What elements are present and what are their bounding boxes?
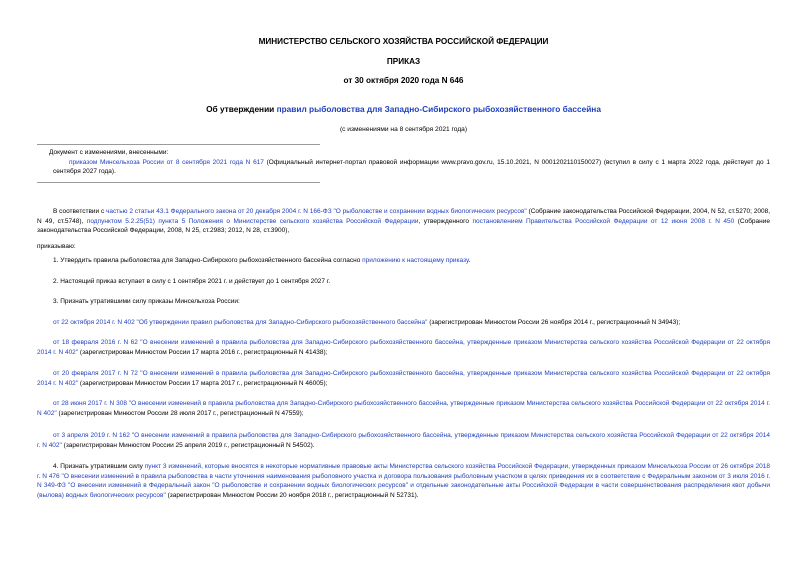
repealed-order-5-link[interactable]: от 3 апреля 2019 г. N 162 "О внесении изменений в правила рыболовства для Западно-Сибирского рыбохозяйственного бассейна, утвержденные приказом Министерства сельского хозяйства Российской Федерации от 22 октября 2014 г. N 402" [37, 432, 770, 449]
repealed-order-2 [37, 338, 770, 357]
ministry-heading: МИНИСТЕРСТВО СЕЛЬСКОГО ХОЗЯЙСТВА РОССИЙСКОЙ ФЕДЕРАЦИИ [258, 37, 549, 46]
order-word: приказываю: [37, 243, 76, 250]
title-link[interactable]: правил рыболовства для Западно-Сибирского рыбохозяйственного бассейна [276, 104, 601, 114]
item-4-text: 4. Признать утратившим силу [53, 463, 145, 470]
changes-body [49, 158, 770, 177]
appendix-link[interactable]: приложению к настоящему приказу [362, 257, 469, 264]
repealed-order-4-text: (зарегистрирован Минюстом России 28 июля 2017 г., регистрационный N 47559); [56, 409, 304, 417]
changes-top-divider [37, 144, 320, 145]
item-1-end: . [468, 257, 471, 264]
document-title [0, 104, 807, 114]
repealed-order-3-link[interactable]: от 20 февраля 2017 г. N 72 "О внесении изменений в правила рыболовства для Западно-Сибирского рыбохозяйственного бассейна, утвержденные приказом Министерства сельского хозяйства Российской Федерации от 22 октября 2014 г. N 402" [37, 370, 770, 387]
repealed-order-3 [37, 369, 770, 388]
item-4-registration: (зарегистрирован Минюстом России 20 ноября 2018 г., регистрационный N 52731). [165, 491, 419, 499]
item-4 [37, 462, 770, 500]
repealed-order-1 [37, 318, 770, 328]
preamble-text-4: (Собрание законодательства Российской Федерации, 2008, N 25, ст.2983; 2012, N 28, ст.3900), [37, 217, 770, 235]
preamble-paragraph [37, 207, 770, 236]
preamble-text-2: (Собрание законодательства Российской Федерации, 2004, N 52, ст.5270; 2008, N 49, ст.5748), [37, 208, 771, 225]
changes-header: Документ с изменениями, внесенными: [49, 149, 169, 156]
preamble-text-1: В соответствии с [53, 208, 107, 215]
item-2: 2. Настоящий приказ вступает в силу с 1 сентября 2021 г. и действует до 1 сентября 2027 г. [53, 278, 331, 285]
preamble-text-3: , утвержденного [418, 217, 473, 225]
federal-law-link[interactable]: частью 2 статьи 43.1 Федерального закона от 20 декабря 2004 г. N 166-ФЗ "О рыболовстве и сохранении водных биологических ресурсов" [106, 208, 527, 215]
title-prefix: Об утверждении [206, 104, 277, 114]
repealed-order-2-text: (зарегистрирован Минюстом России 17 марта 2016 г., регистрационный N 41438); [78, 348, 328, 356]
government-decree-link[interactable]: постановлением Правительства Российской Федерации от 12 июня 2008 г. N 450 [472, 217, 735, 225]
changes-block [49, 148, 770, 177]
item-1-text: 1. Утвердить правила рыболовства для Западно-Сибирского рыбохозяйственного бассейна согласно [53, 257, 363, 264]
repealed-order-5 [37, 431, 770, 450]
repealed-order-5-text: (зарегистрирован Минюстом России 25 апреля 2019 г., регистрационный N 54502). [61, 441, 315, 449]
changes-order-link[interactable]: приказом Минсельхоза России от 8 сентября 2021 года N 617 [69, 158, 264, 166]
repealed-order-4-link[interactable]: от 28 июня 2017 г. N 308 "О внесении изменений в правила рыболовства для Западно-Сибирского рыбохозяйственного бассейна, утвержденные приказом Министерства сельского хозяйства Российской Федерации от 22 октября 2014 г. N 402" [37, 400, 770, 417]
changes-bottom-divider [37, 182, 320, 183]
repealed-order-3-text: (зарегистрирован Минюстом России 17 марта 2017 г., регистрационный N 46005); [78, 379, 328, 387]
item-1 [37, 256, 770, 266]
doc-date-heading: от 30 октября 2020 года N 646 [343, 76, 464, 85]
repealed-order-2-link[interactable]: от 18 февраля 2016 г. N 62 "О внесении изменений в правила рыболовства для Западно-Сибирского рыбохозяйственного бассейна, утвержденные приказом Министерства сельского хозяйства Российской Федерации от 22 октября 2014 г. N 402" [37, 339, 770, 356]
changes-note: (с изменениями на 8 сентября 2021 года) [339, 126, 468, 133]
repealed-order-4 [37, 399, 770, 418]
doc-type-heading: ПРИКАЗ [386, 57, 421, 66]
item-4-clause-link[interactable]: пункт 3 изменений, которые вносятся в некоторые нормативные правовые акты Министерства сельского хозяйства Российской Федерации, утвержденных приказом Минсельхоза России от 26 октября 2018 г. N 476 "О внесении изменений в правила рыболовства в части уточнения наименования рыболовного участка и договора пользования рыболовным участком в целях приведения их в соответствие с Федеральным законом от 3 июля 2016 г. N 349-ФЗ "О внесении изменений в Федеральный закон "О рыболовстве и сохранении водных биологических ресурсов" и отдельные законодательные акты Российской Федерации в части совершенствования распределения квот добычи (вылова) водных биологических ресурсов" [37, 463, 770, 499]
regulation-subclause-link[interactable]: подпунктом 5.2.25(51) пункта 5 Положения о Министерстве сельского хозяйства Российской Федерации [86, 217, 419, 225]
repealed-order-1-text: (зарегистрирован Минюстом России 26 ноября 2014 г., регистрационный N 34943); [427, 319, 681, 326]
item-3: 3. Признать утратившими силу приказы Минсельхоза России: [53, 298, 240, 305]
repealed-order-1-link[interactable]: от 22 октября 2014 г. N 402 "Об утверждении правил рыболовства для Западно-Сибирского рыбохозяйственного бассейна" [53, 319, 428, 326]
changes-order-details: (Официальный интернет-портал правовой информации www.pravo.gov.ru, 15.10.2021, N 0001202110150027) (вступил в силу с 1 марта 2022 года, действует до 1 сентября 2027 года). [53, 158, 770, 176]
